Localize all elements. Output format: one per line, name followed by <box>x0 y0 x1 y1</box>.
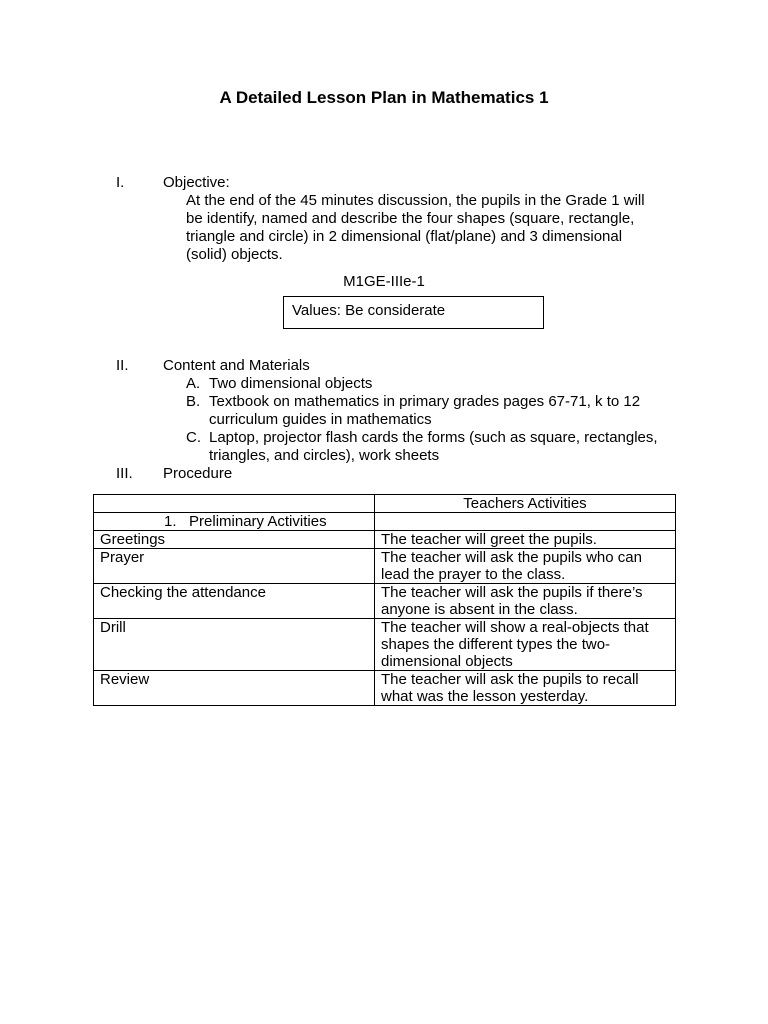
list-item-text: triangles, and circles), work sheets <box>209 447 440 464</box>
cell-line: The teacher will ask the pupils to recall <box>381 671 639 688</box>
section-numeral-content: II. <box>116 357 129 374</box>
objective-line: triangle and circle) in 2 dimensional (flat/plane) and 3 dimensional <box>186 228 623 245</box>
table-header-cell <box>94 495 375 513</box>
list-item-letter: C. <box>186 429 201 446</box>
cell-line: The teacher will ask the pupils if there’s <box>381 584 643 601</box>
cell-line: The teacher will show a real-objects that <box>381 619 649 636</box>
table-cell: Drill <box>94 619 375 671</box>
table-row <box>94 619 676 671</box>
table-cell <box>375 531 676 549</box>
table-cell: Review <box>94 671 375 706</box>
table-row <box>94 671 676 706</box>
values-text: Values: Be considerate <box>292 302 446 319</box>
competency-code: M1GE-IIIe-1 <box>343 273 425 290</box>
table-header-row <box>94 495 676 513</box>
list-item-letter: B. <box>186 393 201 410</box>
table-cell <box>375 619 676 671</box>
table-cell: Prayer <box>94 549 375 584</box>
table-row <box>94 531 676 549</box>
section-numeral-objective: I. <box>116 174 125 191</box>
list-item-letter: A. <box>186 375 201 392</box>
cell-line: anyone is absent in the class. <box>381 601 578 618</box>
cell-line: The teacher will ask the pupils who can <box>381 549 642 566</box>
objective-line: be identify, named and describe the four shapes (square, rectangle, <box>186 210 635 227</box>
list-item-text: Textbook on mathematics in primary grades pages 67-71, k to 12 <box>209 393 641 410</box>
cell-line: shapes the different types the two- <box>381 636 611 653</box>
table-row <box>94 584 676 619</box>
table-cell <box>375 584 676 619</box>
objective-line: At the end of the 45 minutes discussion, the pupils in the Grade 1 will <box>186 192 645 209</box>
table-row <box>94 549 676 584</box>
table-cell <box>375 549 676 584</box>
list-item-text: Laptop, projector flash cards the forms (such as square, rectangles, <box>209 429 658 446</box>
objective-line: (solid) objects. <box>186 246 283 263</box>
prelim-label: Preliminary Activities <box>189 513 327 530</box>
cell-line: what was the lesson yesterday. <box>381 688 589 705</box>
cell-line: lead the prayer to the class. <box>381 566 566 583</box>
values-box <box>283 296 544 329</box>
cell-line: The teacher will greet the pupils. <box>381 531 597 548</box>
table-cell: Checking the attendance <box>94 584 375 619</box>
document-title: A Detailed Lesson Plan in Mathematics 1 <box>219 88 549 107</box>
list-item-text: curriculum guides in mathematics <box>209 411 432 428</box>
procedure-table <box>93 494 676 706</box>
cell-line: dimensional objects <box>381 653 513 670</box>
prelim-number: 1. <box>164 513 177 530</box>
table-header-cell: Teachers Activities <box>375 495 676 513</box>
table-cell <box>375 513 676 531</box>
list-item-text: Two dimensional objects <box>209 375 373 392</box>
table-cell <box>94 513 375 531</box>
table-row-preliminary <box>94 513 676 531</box>
section-heading-objective: Objective: <box>163 174 230 191</box>
table-cell: Greetings <box>94 531 375 549</box>
section-numeral-procedure: III. <box>116 465 133 482</box>
table-cell <box>375 671 676 706</box>
section-heading-procedure: Procedure <box>163 465 233 482</box>
section-heading-content: Content and Materials <box>163 357 310 374</box>
